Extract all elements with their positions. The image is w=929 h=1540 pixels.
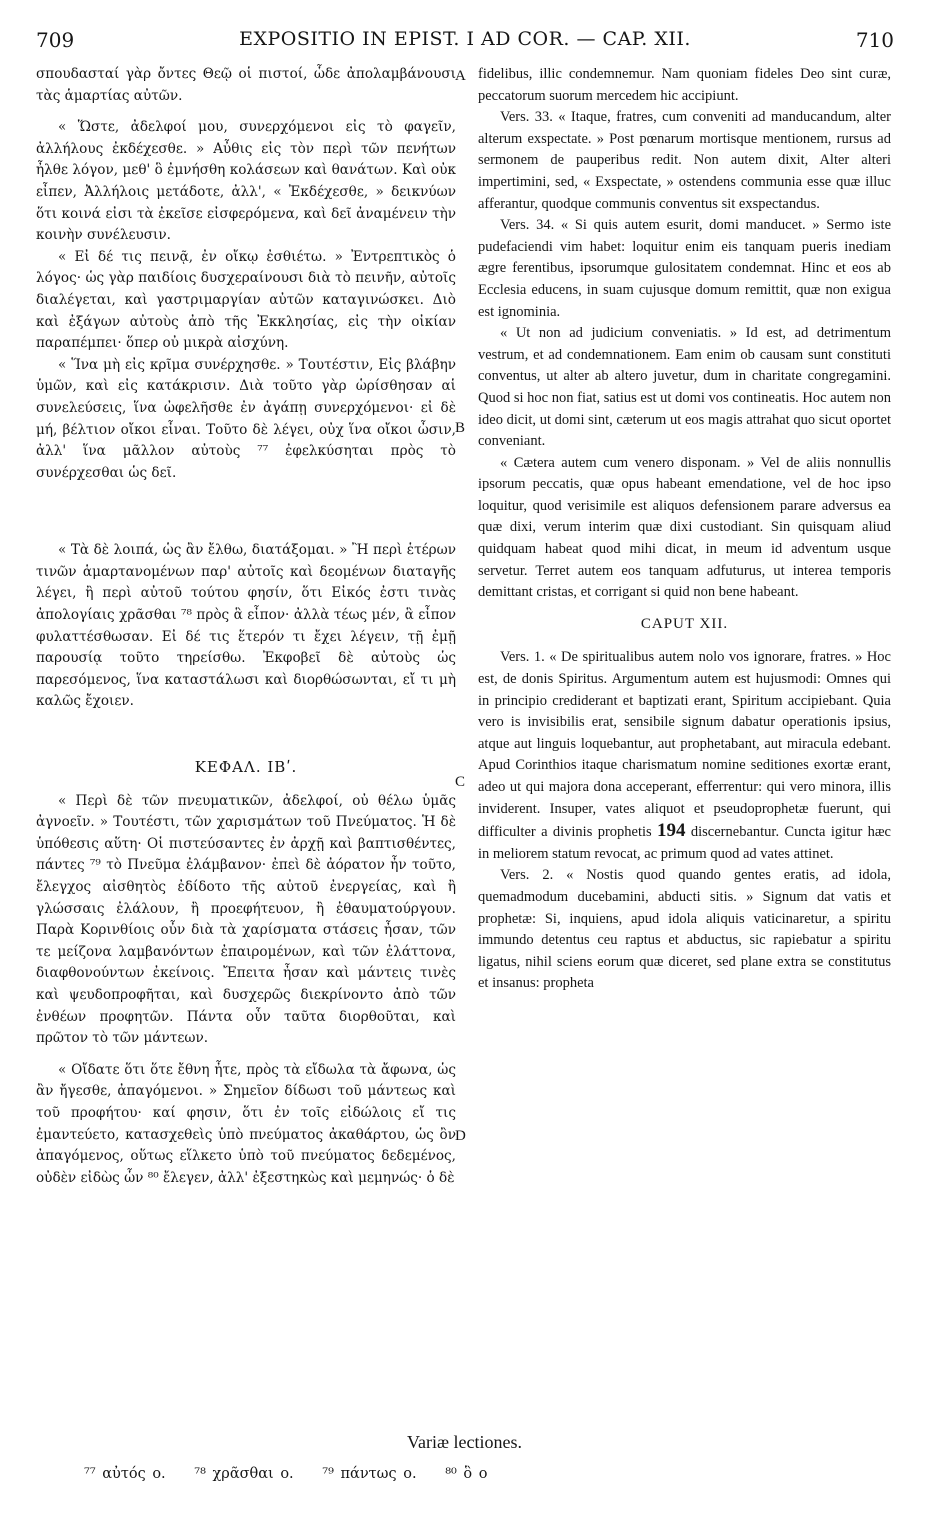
latin-paragraph: Vers. 2. « Nostis quod quando gentes eratis, ad idola, quemadmodum ducebamini, abducti sitis. » Signum dat vatis et prophetæ: Si, inquiens, apud idola aliquis vaticinaretur, a spiritu immundo detentus ceu raptus et abductus, sic rapiebatur a spiritu ligatus, nihil sciens eorum quæ diceret, sed plane extra se constitutus et insanus: propheta xyxy=(478,867,891,992)
greek-paragraph: « Τὰ δὲ λοιπά, ὡς ἂν ἔλθω, διατάξομαι. » Ἢ περὶ ἑτέρων τινῶν ἁμαρτανομένων παρ' αὐτοῖς καὶ δεομένων διαταγῆς λέγει, ἢ περὶ αὐτοῦ τούτου φησίν, ὅτι Εἰκός ἐστι τινὰς ἀπολογίαις χρᾶσθαι ⁷⁸ πρὸς ἃ εἶπον· ἀλλὰ τέως μέν, ἃ εἶπον φυλαττέσθωσαν. Εἰ δέ τις ἕτερόν τι ἔχει λέγειν, τῇ ἐμῇ παρουσίᾳ τοῦτο τηρείσθω. Ἐκφοβεῖ δὲ αὐτοὺς ὡς παρεσόμενος, ἵνα καταστάλωσι καὶ διορθώσωνται, εἴ τι μὴ καλῶς ἔχοιεν. xyxy=(36,542,456,710)
margin-letter-a: A xyxy=(455,68,466,84)
latin-paragraph-part: Vers. 1. « De spiritualibus autem nolo vos ignorare, fratres. » Hoc est, de donis Spiritus. Argumentum autem est hujusmodi: Omnes qui in principio crediderant et baptizati erant, Spiritum accipiebant. Quia vero is invisibilis erat, sensibile signum dabatur operationis ipsius, atque aut linguis loquebantur, aut prophetabant, aut miracula edebant. Apud Corinthios itaque charismatum nomine seditiones exortæ erant, adeo ut qui majora dona acceperant, efferrentur: qui vero minora, illis inviderent. Insuper, vates aliquot et pseudoprophetæ fuerunt, qui difficulter a divinis prophetis xyxy=(478,649,891,841)
latin-paragraph: « Cætera autem cum venero disponam. » Vel de aliis nonnullis ipsorum peccatis, quæ opus habeant emendatione, vel de hoc ipso loquitur, quod verisimile est aliquos defensionem parare adversus ea quæ dixi, verum interim quæ dixi custodiant. Sin quisquam aliud quidquam habeat quod mihi dicat, in meum id adventum usque servetur. Terret autem eos tanquam adfuturus, ut interea temporis demittant cristas, et corrigant si quid non bene habeant. xyxy=(478,454,891,601)
variant-note: ⁸⁰ ὃ ο xyxy=(445,1466,488,1482)
latin-paragraph: Vers. 34. « Si quis autem esurit, domi manducet. » Sermo iste pudefaciendi vim habet: loquitur enim eis tanquam pueris inediam ægre ferentibus, ipsorumque gulositatem condemnat. Hinc et eos ab Ecclesia educens, in suam cujusque domum remittit, quæ non exigua est ignominia. xyxy=(478,217,891,320)
greek-chapter-heading: ΚΕΦΑΛ. ΙΒʹ. xyxy=(194,758,298,777)
right-page-number: 710 xyxy=(855,28,894,52)
latin-paragraph xyxy=(478,647,891,865)
variant-note: ⁷⁸ χρᾶσθαι ο. xyxy=(194,1466,294,1482)
greek-paragraph: « Ἵνα μὴ εἰς κρῖμα συνέρχησθε. » Τουτέστιν, Εἰς βλάβην ὑμῶν, καὶ εἰς κατάκρισιν. Διὰ τοῦτο γὰρ ὡρίσθησαν αἱ συνελεύσεις, ἵνα ὠφελῆσθε ἐν ἀγάπῃ συνερχόμενοι· εἰ δὲ μή, βέλτιον οἴκοι εἶναι. Τοῦτο δὲ λέγει, οὐχ ἵνα οἴκοι ὦσιν, ἀλλ' ἵνα μᾶλλον αὐτοὺς ⁷⁷ ἐφελκύσηται πρὸς τὸ συνέρχεσθαι ὡς δεῖ. xyxy=(36,356,456,481)
latin-paragraph: « Ut non ad judicium conveniatis. » Id est, ad detrimentum vestrum, et ad condemnationem. Eam enim ob causam sunt constituti conventus, ut alter ab altero juvetur, dum in charitate congregamini. Quod si hoc non fiat, satius est ut domi vos contineatis. Hoc autem non ideo dicit, ut domi sint, cæterum ut eos magis attrahat quo sicut oportet conveniant. xyxy=(478,325,891,450)
latin-paragraph-part: discernebantur. Cuncta igitur hæc in meliorem statum revocat, ac primum quod ad vates attinet. xyxy=(478,824,891,862)
page-header xyxy=(36,28,894,58)
greek-paragraph: « Εἰ δέ τις πεινᾷ, ἐν οἴκῳ ἐσθιέτω. » Ἐντρεπτικὸς ὁ λόγος· ὡς γὰρ παιδίοις δυσχεραίνουσι διὰ τὸ πεινῆν, αὐτοῖς διαλέγεται, καὶ γαστριμαργίαν αὐτῶν καταγινώσκει. Διὸ καὶ ἐξάγων αὐτοὺς ἀπὸ τῆς Ἐκκλησίας, εἰς τὴν οἰκίαν παραπέμπει· ὅπερ οὐ μικρὰ αἰσχύνη. xyxy=(36,248,456,352)
margin-letter-d: D xyxy=(455,1128,466,1144)
margin-letter-c: C xyxy=(455,774,466,790)
inline-page-number: 194 xyxy=(657,820,686,842)
variant-note: ⁷⁹ πάντως ο. xyxy=(322,1466,417,1482)
latin-paragraph: fidelibus, illic condemnemur. Nam quoniam fideles Deo sint curæ, peccatorum suorum mercedem hic accipiunt. xyxy=(478,66,891,104)
variant-notes xyxy=(84,1466,510,1482)
greek-paragraph: « Περὶ δὲ τῶν πνευματικῶν, ἀδελφοί, οὐ θέλω ὑμᾶς ἀγνοεῖν. » Τουτέστι, τῶν χαρισμάτων τοῦ Πνεύματος. Ἡ δὲ ὑπόθεσις αὕτη· Οἱ πιστεύσαντες ἐν ἀρχῇ καὶ βαπτισθέντες, πάντες ⁷⁹ τὸ Πνεῦμα ἐλάμβανον· ἐπεὶ δὲ ἀόρατον ἦν τοῦτο, ἔλεγχος αἰσθητὸς ἐδίδοτο τῆς αὐτοῦ ἐνεργείας, καὶ ἢ γλώσσαις ἐλάλουν, ἢ προεφήτευον, ἢ ἐθαυματούργουν. Παρὰ Κορινθίοις οὖν διὰ τὰ χαρίσματα στάσεις ἦσαν, τῶν τε μείζονα λαμβανόντων ἐπαιρομένων, καὶ τῶν ἐλάττονα, διαφθονούντων ἐκείνοις. Ἔπειτα ἦσαν καὶ μάντεις τινὲς καὶ ψευδοπροφῆται, καὶ δυσχερῶς διεκρίνοντο ἀπὸ τῶν ἐνθέων προφητῶν. Πάντα οὖν ταῦτα διορθοῦται, καὶ πρῶτον τὸ τῶν μάντεων. xyxy=(36,792,456,1047)
latin-paragraph: Vers. 33. « Itaque, fratres, cum conveniti ad manducandum, alter alterum exspectate. » Post pœnarum mortisque mentionem, rursus ad sermonem de pauperibus redit. Non autem dixit, Alter alteri impertimini, sed, « Exspectate, » ostendens communia esse quæ illuc afferantur, quodque communis conventus sit exspectandus. xyxy=(478,109,891,212)
greek-paragraph: σπουδασταί γὰρ ὄντες Θεῷ οἱ πιστοί, ὧδε ἀπολαμβάνουσι τὰς ἁμαρτίας αὐτῶν. xyxy=(36,66,456,104)
latin-column xyxy=(478,64,891,995)
margin-letter-b: B xyxy=(455,420,466,436)
greek-paragraph: « Ὥστε, ἀδελφοί μου, συνερχόμενοι εἰς τὸ φαγεῖν, ἀλλήλους ἐκδέχεσθε. » Αὖθις εἰς τὸν περὶ τῶν πενήτων ἦλθε λόγον, μεθ' ὃ ἐμνήσθη κολάσεων καὶ θανάτων. Καὶ οὐκ εἶπεν, Ἀλλήλοις μετάδοτε, ἀλλ', « Ἐκδέχεσθε, » δεικνύων ὅτι κοινά εἰσι τὰ ἐκεῖσε εἰσφερόμενα, καὶ δεῖ ἀναμένειν τὴν κοινὴν συνέλευσιν. xyxy=(36,119,456,244)
variant-note: ⁷⁷ αὐτός ο. xyxy=(84,1466,166,1482)
running-title: EXPOSITIO IN EPIST. I AD COR. — CAP. XII. xyxy=(239,28,691,50)
greek-paragraph: « Οἴδατε ὅτι ὅτε ἔθνη ἦτε, πρὸς τὰ εἴδωλα τὰ ἄφωνα, ὡς ἂν ἤγεσθε, ἀπαγόμενοι. » Σημεῖον δίδωσι τοῦ μάντεως καὶ τοῦ προφήτου· καί φησιν, ὅτι ἐν τοῖς εἰδώλοις εἴ τις ἐμαντεύετο, κατασχεθεὶς ὑπὸ πνεύματος ἀκαθάρτου, ὡς ὂν ἀπαγόμενος, οὕτως εἵλκετο ὑπὸ τοῦ πνεύματος δεδεμένος, οὐδὲν εἰδὼς ὧν ⁸⁰ ἔλεγεν, ἀλλ' ἐξεστηκὼς καὶ μεμηνώς· ὁ δὲ xyxy=(36,1061,456,1186)
latin-chapter-heading: CAPUT XII. xyxy=(640,615,729,632)
left-page-number: 709 xyxy=(36,28,75,52)
variae-lectiones-title: Variæ lectiones. xyxy=(407,1432,522,1452)
greek-column xyxy=(36,64,456,1189)
